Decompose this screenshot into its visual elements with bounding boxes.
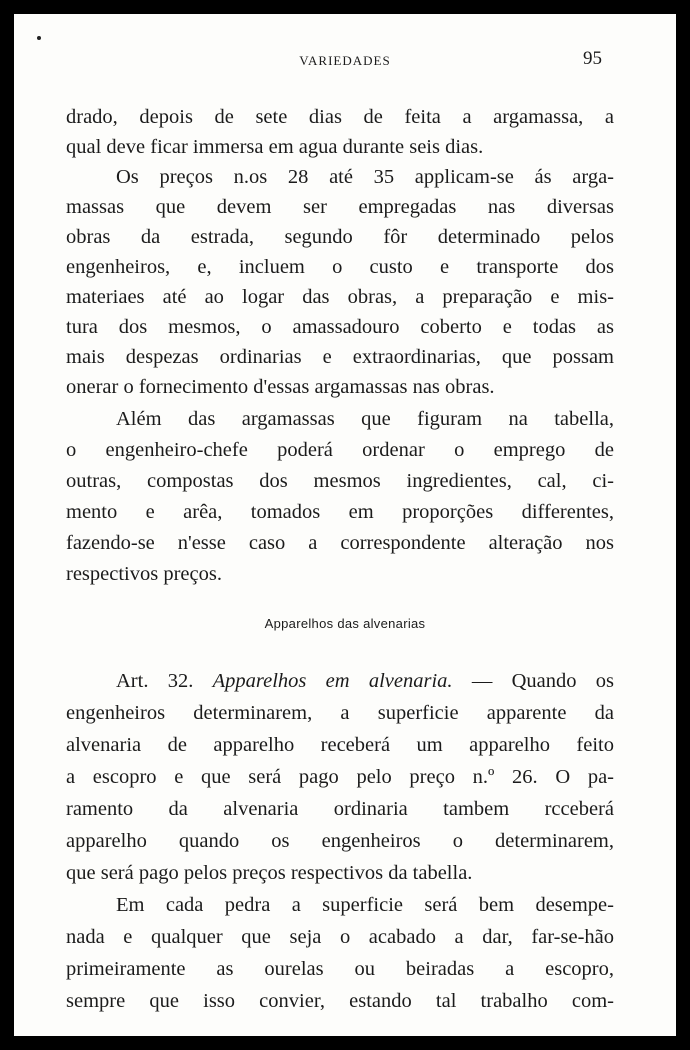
text-line: ramento da alvenaria ordinaria tambem rcceberá <box>66 798 614 820</box>
text-line: engenheiros determinarem, a superficie apparente da <box>66 702 614 724</box>
article-first-line-rest: — Quando os <box>471 670 615 692</box>
text-line: massas que devem ser empregadas nas diversas <box>66 196 614 218</box>
text-line: qual deve ficar immersa em agua durante seis dias. <box>66 136 484 158</box>
text-line: fazendo-se n'esse caso a correspondente alteração nos <box>66 532 614 554</box>
text-line: respectivos preços. <box>66 563 222 585</box>
section-heading: Apparelhos das alvenarias <box>264 616 426 631</box>
text-line: Além das argamassas que figuram na tabella, <box>116 408 614 430</box>
article-title: Apparelhos em alvenaria. <box>212 670 453 692</box>
text-line: nada e qualquer que seja o acabado a dar, far-se-hão <box>66 926 614 948</box>
text-line: mento e arêa, tomados em proporções differentes, <box>66 501 614 523</box>
text-line: o engenheiro-chefe poderá ordenar o emprego de <box>66 439 614 461</box>
article-number: Art. 32. <box>116 670 194 692</box>
text-line: a escopro e que será pago pelo preço n.º 26. O pa- <box>66 766 614 788</box>
book-page <box>14 14 676 1036</box>
text-line: Os preços n.os 28 até 35 applicam-se ás arga- <box>116 166 614 188</box>
text-line: onerar o fornecimento d'essas argamassas nas obras. <box>66 376 495 398</box>
running-title: VARIEDADES <box>299 53 391 68</box>
text-line: alvenaria de apparelho receberá um apparelho feito <box>66 734 614 756</box>
article-first-line <box>116 666 614 696</box>
text-line: mais despezas ordinarias e extraordinarias, que possam <box>66 346 614 368</box>
ink-mark <box>37 36 41 40</box>
text-line: que será pago pelos preços respectivos da tabella. <box>66 862 473 884</box>
text-line: obras da estrada, segundo fôr determinado pelos <box>66 226 614 248</box>
text-line: sempre que isso convier, estando tal trabalho com- <box>66 990 614 1012</box>
text-line: materiaes até ao logar das obras, a preparação e mis- <box>66 286 614 308</box>
page-number: 95 <box>583 48 602 69</box>
text-line: apparelho quando os engenheiros o determinarem, <box>66 830 614 852</box>
text-line: primeiramente as ourelas ou beiradas a escopro, <box>66 958 614 980</box>
text-line: tura dos mesmos, o amassadouro coberto e todas as <box>66 316 614 338</box>
text-line: Em cada pedra a superficie será bem desempe- <box>116 894 614 916</box>
text-line: engenheiros, e, incluem o custo e transporte dos <box>66 256 614 278</box>
running-head <box>14 48 676 70</box>
text-line: outras, compostas dos mesmos ingredientes, cal, ci- <box>66 470 614 492</box>
text-line: drado, depois de sete dias de feita a argamassa, a <box>66 106 614 128</box>
